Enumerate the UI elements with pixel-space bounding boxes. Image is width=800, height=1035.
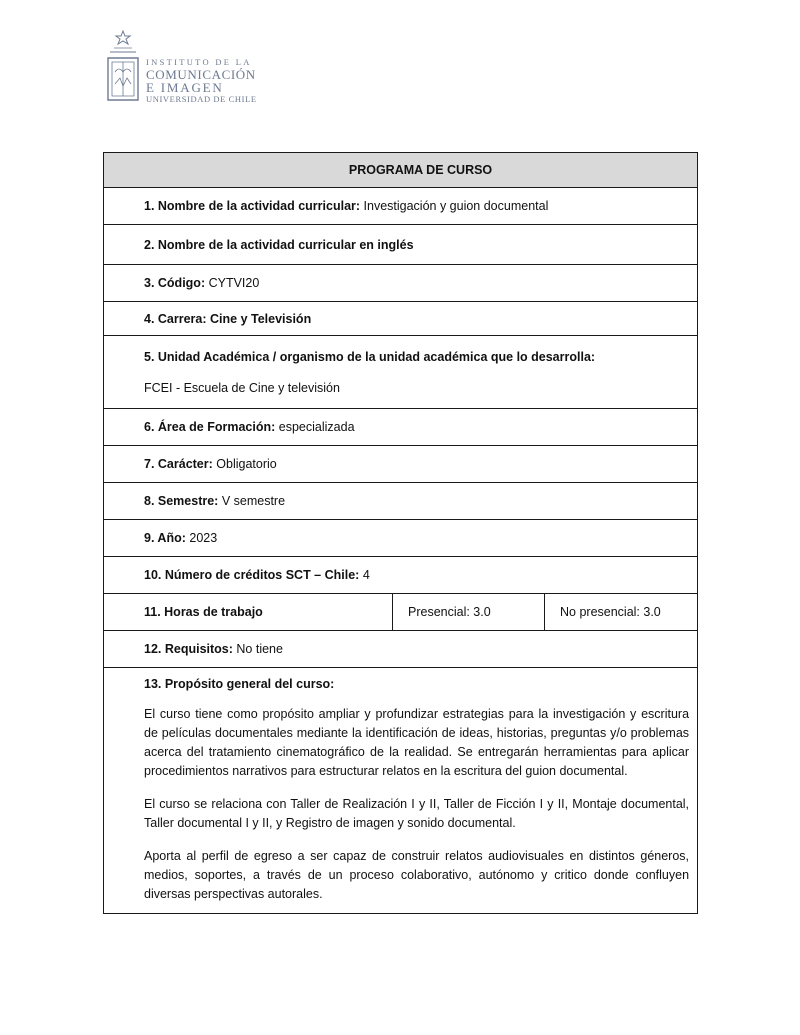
requirements-label: 12. Requisitos: <box>144 642 233 656</box>
table-row <box>104 557 698 594</box>
no-presencial-hours: No presencial: 3.0 <box>545 594 698 631</box>
table-row <box>104 225 698 265</box>
logo-line-communication: COMUNICACIÓN <box>146 67 256 82</box>
career-label: 4. Carrera: Cine y Televisión <box>144 311 312 326</box>
code-value: CYTVI20 <box>205 276 260 290</box>
course-name-value: Investigación y guion documental <box>360 199 549 213</box>
logo-line-university: UNIVERSIDAD DE CHILE <box>146 94 257 104</box>
character-value: Obligatorio <box>212 457 277 471</box>
purpose-label: 13. Propósito general del curso: <box>144 677 335 691</box>
table-row <box>104 409 698 446</box>
purpose-cell <box>104 668 698 914</box>
presencial-hours: Presencial: 3.0 <box>393 594 545 631</box>
code-cell <box>104 265 698 302</box>
academic-unit-cell <box>104 336 698 409</box>
academic-unit-value: FCEI - Escuela de Cine y televisión <box>144 380 340 395</box>
credits-cell <box>104 557 698 594</box>
requirements-value: No tiene <box>232 642 283 656</box>
table-header-row <box>104 153 698 188</box>
character-label: 7. Carácter: <box>144 457 213 471</box>
requirements-cell <box>104 631 698 668</box>
credits-value: 4 <box>359 568 370 582</box>
year-value: 2023 <box>185 531 218 545</box>
training-area-cell <box>104 409 698 446</box>
english-name-cell <box>104 225 698 265</box>
academic-unit-label: 5. Unidad Académica / organismo de la unidad académica que lo desarrolla: <box>144 349 596 364</box>
purpose-paragraph-1: El curso tiene como propósito ampliar y profundizar estrategias para la investigación y escritura de películas documentales mediante la identificación de ideas, historias, preguntas y/o problemas acerca del tratamiento cinematográfico de la realidad. Se entregarán herramientas para aplicar procedimientos narrativos para estructurar relatos en la escritura del guion documental. <box>144 707 690 778</box>
logo-line-institute: INSTITUTO DE LA <box>146 57 252 67</box>
work-hours-cell <box>104 594 393 631</box>
table-row <box>104 520 698 557</box>
course-name-cell <box>104 188 698 225</box>
table-row <box>104 265 698 302</box>
purpose-paragraph-2: El curso se relaciona con Taller de Realización I y II, Taller de Ficción I y II, Montaje documental, Taller documental I y II, y Registro de imagen y sonido documental. <box>144 797 690 830</box>
purpose-paragraph-3: Aporta al perfil de egreso a ser capaz de construir relatos audiovisuales en distintos géneros, medios, soportes, a través de un proceso colaborativo, autónomo y critico donde confluyen diversas perspectivas autorales. <box>144 849 690 901</box>
credits-label: 10. Número de créditos SCT – Chile: <box>144 568 360 582</box>
table-row <box>104 594 698 631</box>
semester-label: 8. Semestre: <box>144 494 219 508</box>
table-row <box>104 631 698 668</box>
institution-logo <box>104 30 264 106</box>
semester-cell <box>104 483 698 520</box>
table-row <box>104 446 698 483</box>
university-seal-icon <box>104 30 144 106</box>
training-area-value: especializada <box>275 420 355 434</box>
english-name-label: 2. Nombre de la actividad curricular en inglés <box>144 237 414 252</box>
table-row <box>104 302 698 336</box>
course-program-table <box>103 152 698 914</box>
character-cell <box>104 446 698 483</box>
semester-value: V semestre <box>218 494 286 508</box>
table-row <box>104 483 698 520</box>
year-cell <box>104 520 698 557</box>
training-area-label: 6. Área de Formación: <box>144 420 276 434</box>
table-row <box>104 336 698 409</box>
table-row <box>104 188 698 225</box>
year-label: 9. Año: <box>144 531 186 545</box>
course-name-label: 1. Nombre de la actividad curricular: <box>144 199 361 213</box>
work-hours-label: 11. Horas de trabajo <box>144 605 263 619</box>
code-label: 3. Código: <box>144 276 206 290</box>
career-cell <box>104 302 698 336</box>
page-title: PROGRAMA DE CURSO <box>104 153 698 188</box>
logo-line-image: E IMAGEN <box>146 80 224 95</box>
table-row <box>104 668 698 914</box>
